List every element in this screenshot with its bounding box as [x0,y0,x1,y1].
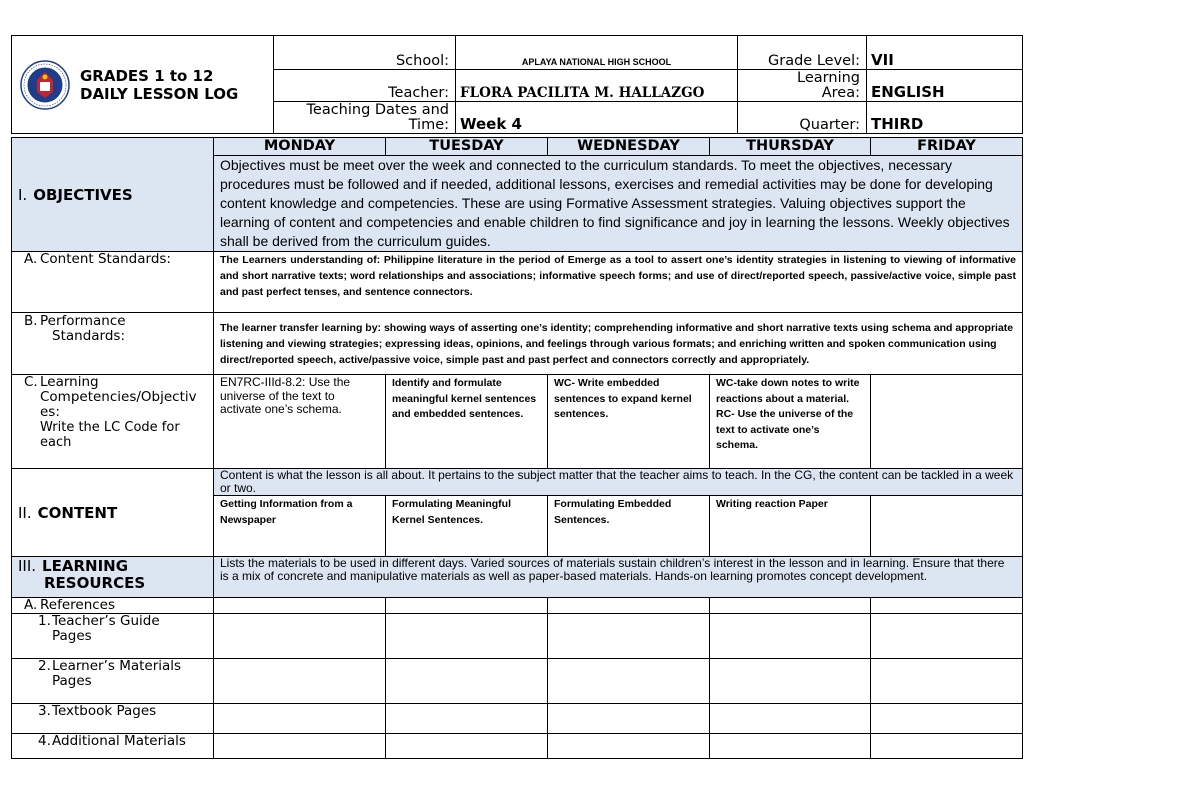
learning-resources-section: III. LEARNING RESOURCES [12,557,214,598]
grade-level-value: VII [867,36,1023,70]
teaching-dates-value: Week 4 [456,102,738,134]
references-label: A. References [12,598,214,614]
quarter-value: THIRD [867,102,1023,134]
teachers-guide-thursday [710,614,871,659]
lesson-log-table [11,137,1023,759]
objectives-section: I. OBJECTIVES [12,138,214,252]
school-value: APLAYA NATIONAL HIGH SCHOOL [456,36,738,70]
additional-materials-tuesday [386,734,548,759]
textbook-pages-wednesday [548,704,710,734]
teachers-guide-label: 1.Teacher’s Guide Pages [12,614,214,659]
grade-level-label: Grade Level: [738,36,867,70]
content-wednesday: Formulating Embedded Sentences. [548,496,710,557]
competency-friday [871,375,1023,469]
textbook-pages-label: 3.Textbook Pages [12,704,214,734]
competency-thursday: WC-take down notes to write reactions about a material. RC- Use the universe of the text to activate one’s schema. [710,375,871,469]
references-friday [871,598,1023,614]
textbook-pages-monday [214,704,386,734]
school-label: School: [274,36,456,70]
objectives-title: OBJECTIVES [33,185,133,204]
textbook-pages-friday [871,704,1023,734]
additional-materials-wednesday [548,734,710,759]
day-header-thursday: THURSDAY [710,138,871,156]
competency-wednesday: WC- Write embedded sentences to expand kernel sentences. [548,375,710,469]
teacher-label: Teacher: [274,70,456,102]
content-monday: Getting Information from a Newspaper [214,496,386,557]
title-line-2: DAILY LESSON LOG [80,84,239,103]
additional-materials-friday [871,734,1023,759]
learning-competencies-label: C. Learning Competencies/Objectiv es: Write the LC Code for each [12,375,214,469]
day-header-tuesday: TUESDAY [386,138,548,156]
learning-area-value: ENGLISH [867,70,1023,102]
textbook-pages-tuesday [386,704,548,734]
title-block [12,36,274,134]
teaching-dates-label: Teaching Dates and Time: [274,102,456,134]
header-table [11,35,1023,134]
performance-standards-text: The learner transfer learning by: showing ways of asserting one’s identity; comprehending informative and short narrative texts using schema and appropriate listening and viewing strategies; expressing ideas, opinions, and feelings through various formats; and enriching written and spoken communication using direct/reported speech, active/passive voice, simple past and past perfect and connectors correctly and appropriately. [214,313,1023,375]
references-tuesday [386,598,548,614]
performance-standards-label: B. Performance Standards: [12,313,214,375]
resources-title-2: RESOURCES [44,574,146,592]
references-wednesday [548,598,710,614]
textbook-pages-thursday [710,704,871,734]
teachers-guide-wednesday [548,614,710,659]
references-monday [214,598,386,614]
learners-materials-label: 2.Learner’s Materials Pages [12,659,214,704]
references-thursday [710,598,871,614]
teachers-guide-tuesday [386,614,548,659]
additional-materials-label: 4.Additional Materials [12,734,214,759]
day-header-wednesday: WEDNESDAY [548,138,710,156]
teachers-guide-monday [214,614,386,659]
learners-materials-thursday [710,659,871,704]
content-title: CONTENT [37,503,118,522]
content-friday [871,496,1023,557]
content-intro: Content is what the lesson is all about. It pertains to the subject matter that the teacher aims to teach. In the CG, the content can be tackled in a week or two. [214,469,1023,496]
resources-title-1: LEARNING [42,557,129,575]
learners-materials-tuesday [386,659,548,704]
content-thursday: Writing reaction Paper [710,496,871,557]
quarter-label: Quarter: [738,102,867,134]
learners-materials-friday [871,659,1023,704]
teacher-value: FLORA PACILITA M. HALLAZGO [456,70,738,102]
content-standards-label: A. Content Standards: [12,252,214,313]
title-line-1: GRADES 1 to 12 [80,66,214,85]
learners-materials-monday [214,659,386,704]
content-tuesday: Formulating Meaningful Kernel Sentences. [386,496,548,557]
learning-area-label: Learning Area: [738,70,867,102]
learners-materials-wednesday [548,659,710,704]
day-header-friday: FRIDAY [871,138,1023,156]
additional-materials-thursday [710,734,871,759]
objectives-description: Objectives must be meet over the week and connected to the curriculum standards. To meet the objectives, necessary procedures must be followed and if needed, additional lessons, exercises and remedial activities may be done for developing content knowledge and competencies. These are using Formative Assessment strategies. Valuing objectives support the learning of content and competencies and enable children to find significance and joy in learning the lessons. Weekly objectives shall be derived from the curriculum guides. [214,156,1023,252]
day-header-monday: MONDAY [214,138,386,156]
deped-seal-icon [20,60,70,110]
additional-materials-monday [214,734,386,759]
competency-monday: EN7RC-IIId-8.2: Use the universe of the text to activate one’s schema. [214,375,386,469]
competency-tuesday: Identify and formulate meaningful kernel sentences and embedded sentences. [386,375,548,469]
teachers-guide-friday [871,614,1023,659]
content-standards-text: The Learners understanding of: Philippine literature in the period of Emerge as a tool to assert one’s identity strategies in listening to viewing of informative and short narrative texts; word relationships and associations; informative speech forms; and use of direct/reported speech, passive/active voice, simple past and past perfect tenses, and sentence connectors. [214,252,1023,313]
resources-intro: Lists the materials to be used in different days. Varied sources of materials sustain children’s interest in the lesson and in learning. Ensure that there is a mix of concrete and manipulative materials as well as paper-based materials. Hands-on learning promotes concept development. [214,557,1023,598]
content-section: II. CONTENT [12,469,214,557]
